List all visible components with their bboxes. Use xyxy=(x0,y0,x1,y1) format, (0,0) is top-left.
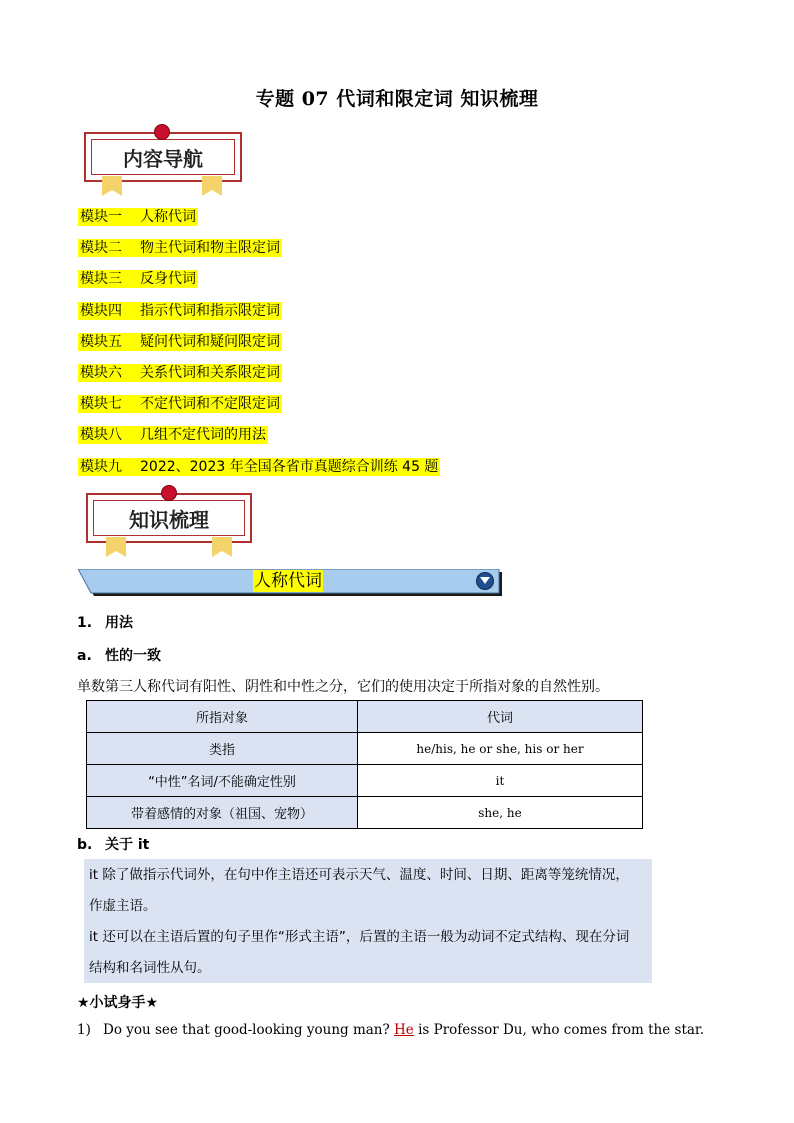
module-item[interactable]: 模块五 疑问代词和疑问限定词 xyxy=(80,333,280,350)
module-item[interactable]: 模块一 人称代词 xyxy=(80,209,196,225)
table-cell: she, he xyxy=(358,797,643,829)
module-item[interactable]: 模块三 反身代词 xyxy=(80,271,196,288)
badge-dot-icon xyxy=(154,124,170,140)
heading-about-it: b. 关于 it xyxy=(77,837,150,853)
page-title: 专题 07 代词和限定词 知识梳理 xyxy=(255,88,539,110)
column-header: 代词 xyxy=(358,701,643,733)
table-cell: it xyxy=(358,765,643,797)
exercise-text: is Professor Du, who comes from the star. xyxy=(413,1022,705,1038)
heading-gender: a. 性的一致 xyxy=(77,648,161,664)
module-item[interactable]: 模块九 2022、2023 年全国各省市真题综合训练 45 题 xyxy=(80,458,439,475)
module-item[interactable]: 模块八 几组不定代词的用法 xyxy=(80,427,266,444)
exercise-number: 1) xyxy=(77,1022,91,1038)
exercise-item xyxy=(77,1022,704,1038)
section-title: 人称代词 xyxy=(254,571,322,591)
exercise-text: Do you see that good-looking young man? xyxy=(103,1022,395,1038)
module-item[interactable]: 模块四 指示代词和指示限定词 xyxy=(80,302,280,319)
exercise-answer: He xyxy=(394,1022,414,1038)
note-line: 作虚主语。 xyxy=(89,898,157,914)
table-header-row xyxy=(87,701,643,733)
table-row xyxy=(87,733,643,765)
module-item[interactable]: 模块六 关系代词和关系限定词 xyxy=(80,364,280,381)
table-row xyxy=(87,765,643,797)
note-line: it 还可以在主语后置的句子里作“形式主语”，后置的主语一般为动词不定式结构、现在分词 xyxy=(89,929,630,945)
badge-label: 知识梳理 xyxy=(93,500,245,536)
it-usage-note xyxy=(84,859,652,983)
nav-badge xyxy=(84,132,254,207)
module-item[interactable]: 模块二 物主代词和物主限定词 xyxy=(80,240,280,257)
pronoun-table xyxy=(86,700,643,829)
module-list xyxy=(78,206,440,487)
badge-label: 内容导航 xyxy=(91,139,235,175)
table-cell: 带着感情的对象（祖国、宠物） xyxy=(87,797,358,829)
module-item[interactable]: 模块七 不定代词和不定限定词 xyxy=(80,396,280,413)
gender-paragraph: 单数第三人称代词有阳性、阴性和中性之分，它们的使用决定于所指对象的自然性别。 xyxy=(77,679,609,695)
heading-usage: 1. 用法 xyxy=(77,615,133,631)
badge-dot-icon xyxy=(161,485,177,501)
column-header: 所指对象 xyxy=(87,701,358,733)
practice-title: ★小试身手★ xyxy=(77,995,159,1011)
table-cell: he/his, he or she, his or her xyxy=(358,733,643,765)
table-row xyxy=(87,797,643,829)
knowledge-badge xyxy=(86,493,256,568)
table-cell: “中性”名词/不能确定性别 xyxy=(87,765,358,797)
chevron-down-icon[interactable] xyxy=(476,572,494,590)
table-cell: 类指 xyxy=(87,733,358,765)
note-line: 结构和名词性从句。 xyxy=(89,960,211,976)
section-header[interactable] xyxy=(78,569,502,595)
note-line: it 除了做指示代词外，在句中作主语还可表示天气、温度、时间、日期、距离等笼统情况， xyxy=(89,867,629,883)
